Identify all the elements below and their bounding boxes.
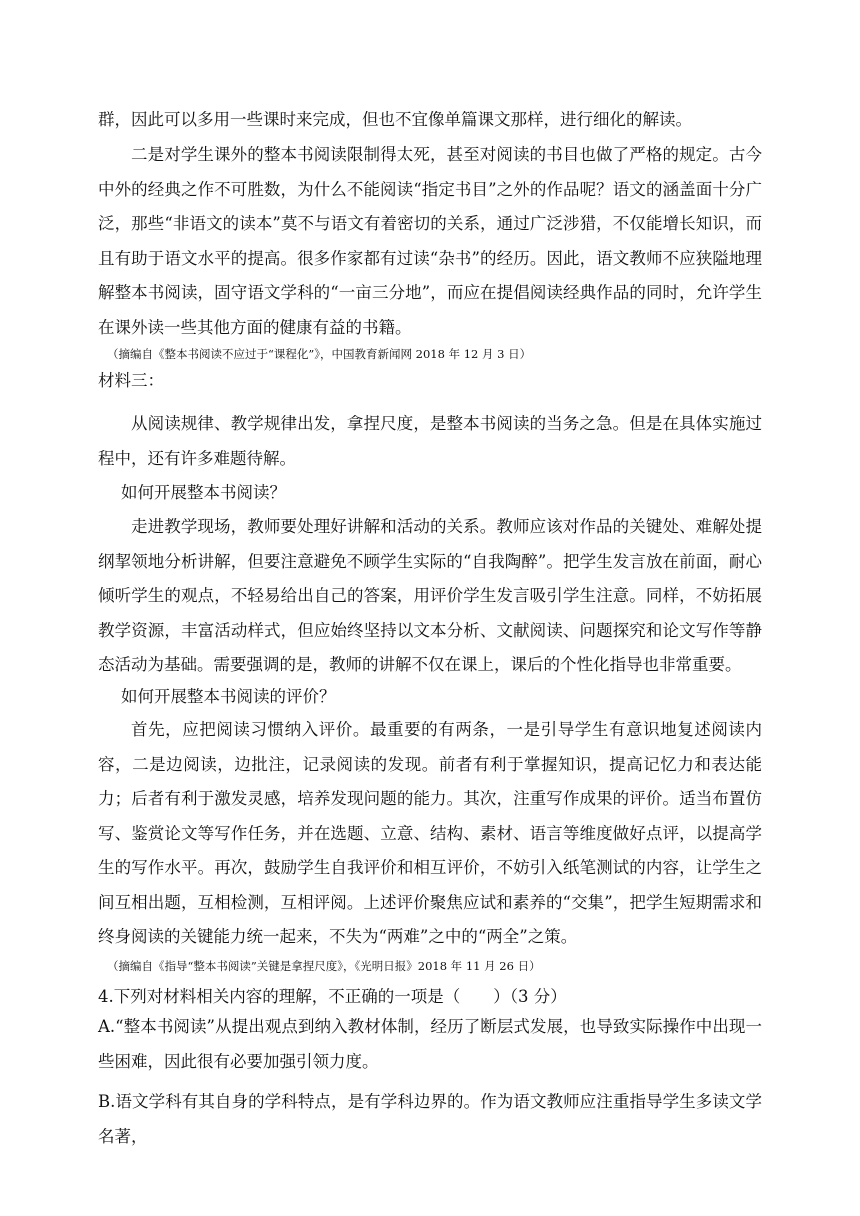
option-a: A.“整本书阅读”从提出观点到纳入教材体制，经历了断层式发展，也导致实际操作中出现一些困难，因此很有必要加强引领力度。 (98, 1017, 762, 1071)
question-four: 4.下列对材料相关内容的理解，不正确的一项是（ ）（3 分） (98, 987, 567, 1006)
material-three-label: 材料三： (98, 371, 164, 390)
source-citation-two: （摘编自《整本书阅读不应过于“课程化”》，中国教育新闻网 2018 年 12 月 3 日） (107, 347, 532, 361)
paragraph-point-two: 二是对学生课外的整本书阅读限制得太死，甚至对阅读的书目也做了严格的规定。古今中外的经典之作不可胜数，为什么不能阅读“指定书目”之外的作品呢？语文的涵盖面十分广泛，那些“非语文的读本”莫不与语文有着密切的关系，通过广泛涉猎，不仅能增长知识，而且有助于语文水平的提高。很多作家都有过读“杂书”的经历。因此，语文教师不应狭隘地理解整本书阅读，固守语文学科的“一亩三分地”，而应在提倡阅读经典作品的同时，允许学生在课外读一些其他方面的健康有益的书籍。 (98, 145, 762, 337)
paragraph-continuation: 群，因此可以多用一些课时来完成，但也不宜像单篇课文那样，进行细化的解读。 (98, 110, 692, 129)
question-heading-two: 如何开展整本书阅读的评价？ (121, 687, 336, 706)
question-heading-one: 如何开展整本书阅读？ (121, 483, 286, 502)
paragraph-m3-intro: 从阅读规律、教学规律出发，拿捏尺度，是整本书阅读的当务之急。但是在具体实施过程中，还有许多难题待解。 (98, 414, 762, 468)
paragraph-m3-evaluation: 首先，应把阅读习惯纳入评价。最重要的有两条，一是引导学生有意识地复述阅读内容，二是边阅读，边批注，记录阅读的发现。前者有利于掌握知识，提高记忆力和表达能力；后者有利于激发灵感，培养发现问题的能力。其次，注重写作成果的评价。适当布置仿写、鉴赏论文等写作任务，并在选题、立意、结构、素材、语言等维度做好点评，以提高学生的写作水平。再次，鼓励学生自我评价和相互评价，不妨引入纸笔测试的内容，让学生之间互相出题，互相检测，互相评阅。上述评价聚焦应试和素养的“交集”，把学生短期需求和终身阅读的关键能力统一起来，不失为“两难”之中的“两全”之策。 (98, 720, 762, 946)
source-citation-three: （摘编自《指导“整本书阅读”关键是拿捏尺度》，《光明日报》2018 年 11 月 26 日） (107, 959, 541, 973)
option-b: B.语文学科有其自身的学科特点，是有学科边界的。作为语文教师应注重指导学生多读文学名著， (98, 1092, 762, 1146)
paragraph-m3-teaching: 走进教学现场，教师要处理好讲解和活动的关系。教师应该对作品的关键处、难解处提纲挈领地分析讲解，但要注意避免不顾学生实际的“自我陶醉”。把学生发言放在前面，耐心倾听学生的观点，不轻易给出自己的答案，用评价学生发言吸引学生注意。同样，不妨拓展教学资源，丰富活动样式，但应始终坚持以文本分析、文献阅读、问题探究和论文写作等静态活动为基础。需要强调的是，教师的讲解不仅在课上，课后的个性化指导也非常重要。 (98, 517, 762, 674)
